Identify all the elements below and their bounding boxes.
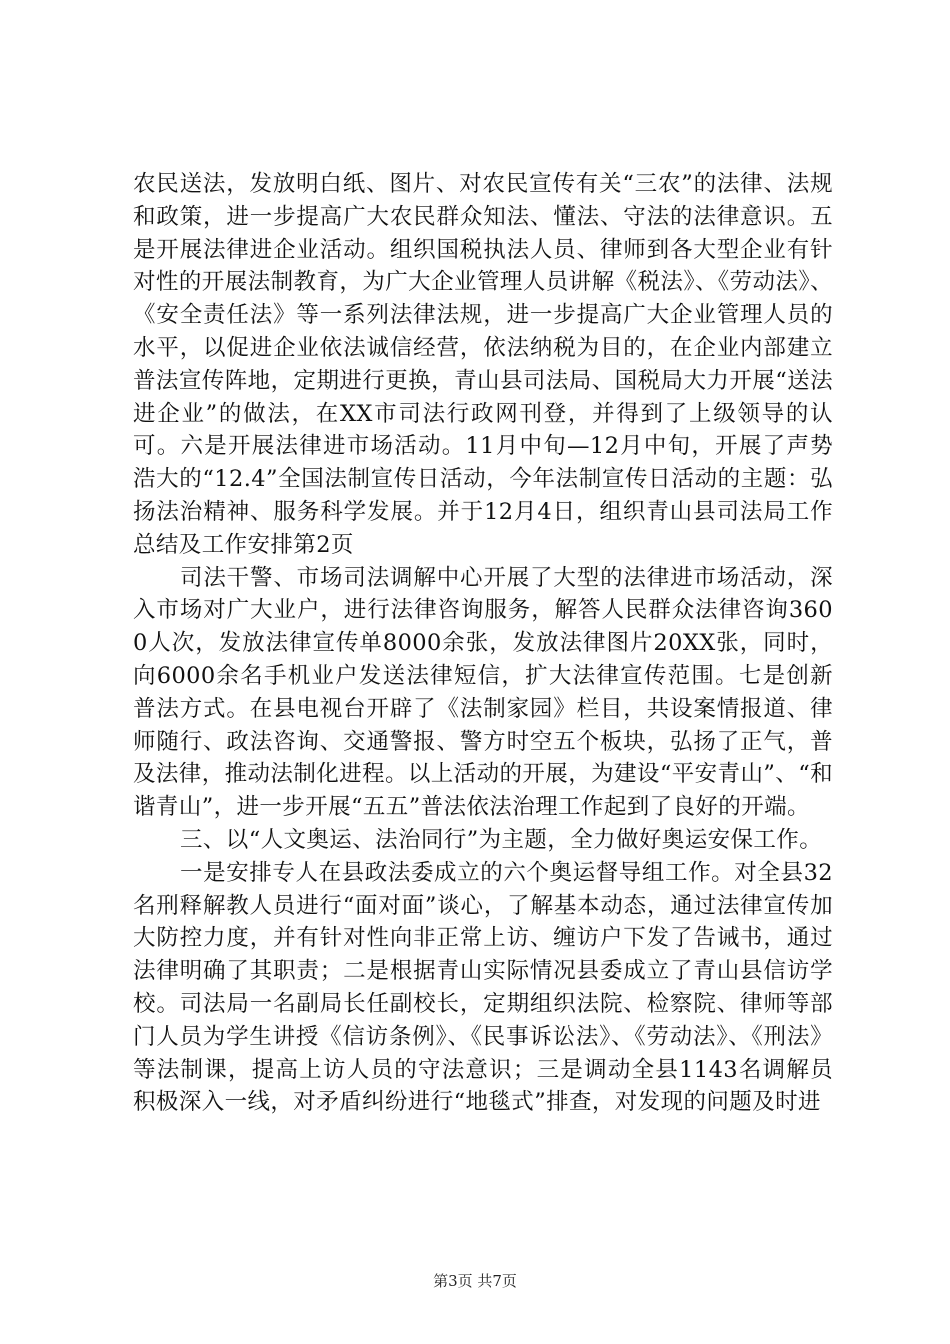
page-number-footer: 第3页 共7页 (433, 1272, 517, 1290)
paragraph-3-heading: 三、以“人文奥运、法治同行”为主题，全力做好奥运安保工作。 (180, 826, 823, 853)
paragraph-1: 农民送法，发放明白纸、图片、对农民宣传有关“三农”的法律、法规和政策，进一步提高广大农民群众知法、懂法、守法的法律意识。五是开展法律进企业活动。组织国税执法人员、律师到各大型企业有针对性的开展法制教育，为广大企业管理人员讲解《税法》、《劳动法》、《安全责任法》等一系列法律法规，进一步提高广大企业管理人员的水平，以促进企业依法诚信经营，依法纳税为目的，在企业内部建立普法宣传阵地，定期进行更换，青山县司法局、国税局大力开展“送法进企业”的做法，在XX市司法行政网刊登，并得到了上级领导的认可。六是开展法律进市场活动。11月中旬—12月中旬，开展了声势浩大的“12.4”全国法制宣传日活动，今年法制宣传日活动的主题：弘扬法治精神、服务科学发展。并于12月4日，组织青山县司法局工作总结及工作安排第2页 (133, 171, 833, 558)
paragraph-4: 一是安排专人在县政法委成立的六个奥运督导组工作。对全县32名刑释解教人员进行“面对面”谈心，了解基本动态，通过法律宣传加大防控力度，并有针对性向非正常上访、缠访户下发了告诫书，通过法律明确了其职责；二是根据青山实际情况县委成立了青山县信访学校。司法局一名副局长任副校长，定期组织法院、检察院、律师等部门人员为学生讲授《信访条例》、《民事诉讼法》、《劳动法》、《刑法》等法制课，提高上访人员的守法意识；三是调动全县1143名调解员积极深入一线，对矛盾纠纷进行“地毯式”排查，对发现的问题及时进 (133, 859, 833, 1116)
document-body (133, 168, 833, 1119)
paragraph-2: 司法干警、市场司法调解中心开展了大型的法律进市场活动，深入市场对广大业户，进行法律咨询服务，解答人民群众法律咨询3600人次，发放法律宣传单8000余张，发放法律图片20XX张，同时，向6000余名手机业户发送法律短信，扩大法律宣传范围。七是创新普法方式。在县电视台开辟了《法制家园》栏目，共设案情报道、律师随行、政法咨询、交通警报、警方时空五个板块，弘扬了正气，普及法律，推动法制化进程。以上活动的开展，为建设“平安青山”、“和谐青山”，进一步开展“五五”普法依法治理工作起到了良好的开端。 (133, 564, 833, 821)
